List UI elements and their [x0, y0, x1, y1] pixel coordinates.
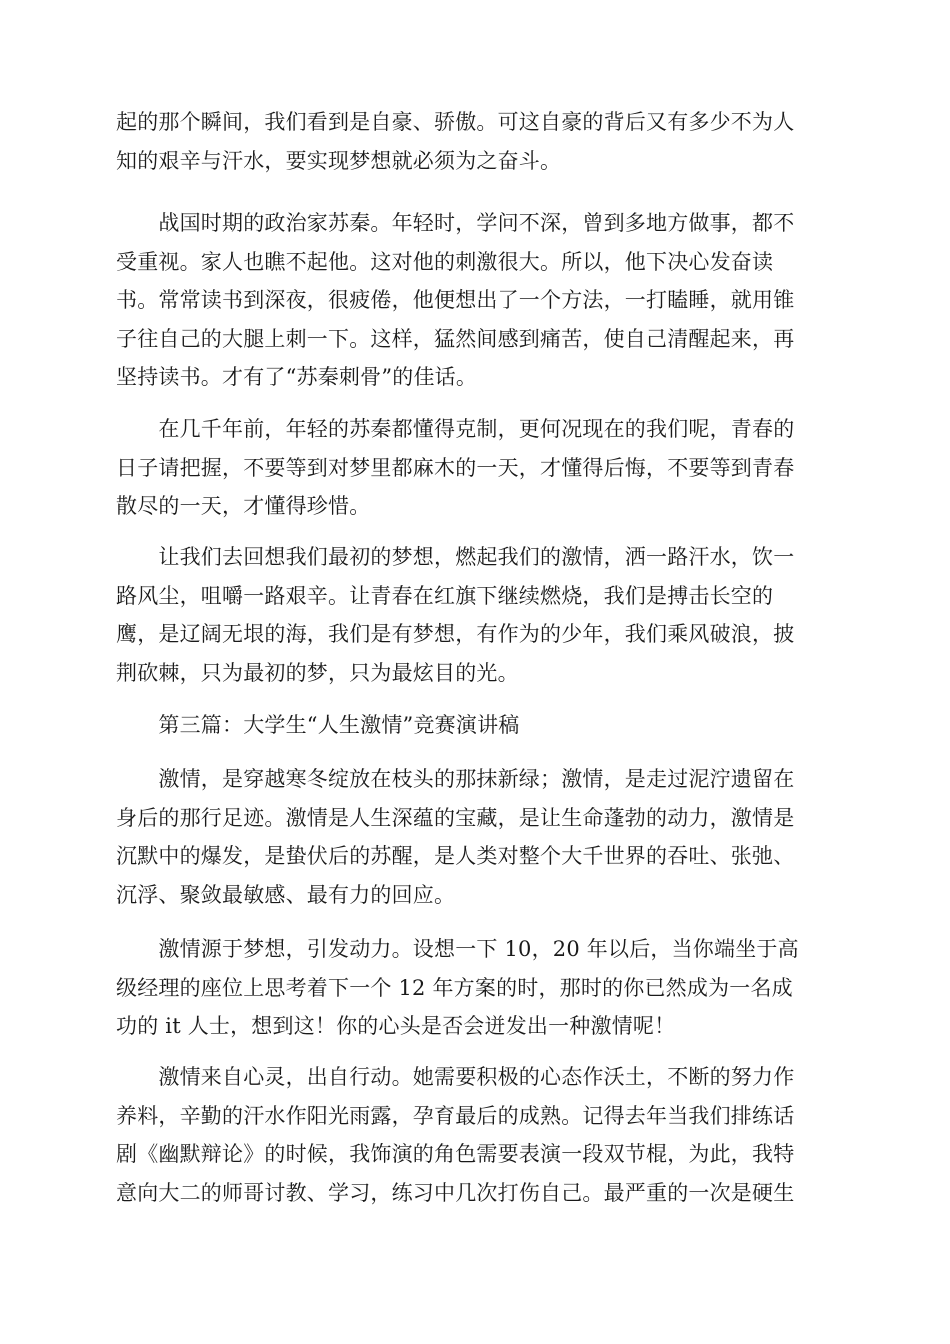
text-line: 级经理的座位上思考着下一个 12 年方案的时，那时的你已然成为一名成	[116, 975, 793, 1000]
text-line: 激情，是穿越寒冬绽放在枝头的那抹新绿；激情，是走过泥泞遗留在	[116, 767, 795, 791]
text-line: 让我们去回想我们最初的梦想，燃起我们的激情，洒一路汗水，饮一	[116, 545, 795, 569]
text-line: 剧《幽默辩论》的时候，我饰演的角色需要表演一段双节棍，为此，我特	[116, 1142, 795, 1167]
text-line: 受重视。家人也瞧不起他。这对他的刺激很大。所以，他下决心发奋读	[116, 249, 774, 274]
text-line: 在几千年前，年轻的苏秦都懂得克制，更何况现在的我们呢，青春的	[116, 417, 795, 441]
text-line: 身后的那行足迹。激情是人生深蕴的宝藏，是让生命蓬勃的动力，激情是	[116, 805, 795, 830]
paragraph-passion-action	[116, 1058, 836, 1212]
text-line: 激情来自心灵，出自行动。她需要积极的心态作沃土，不断的努力作	[116, 1065, 795, 1089]
text-line: 起的那个瞬间，我们看到是自豪、骄傲。可这自豪的背后又有多少不为人	[116, 110, 795, 134]
text-line: 散尽的一天，才懂得珍惜。	[116, 494, 371, 519]
text-line: 路风尘，咀嚼一路艰辛。让青春在红旗下继续燃烧，我们是搏击长空的	[116, 583, 774, 608]
text-line: 沉默中的爆发，是蛰伏后的苏醒，是人类对整个大千世界的吞吐、张弛、	[116, 844, 795, 869]
paragraph-passion-definition	[116, 760, 836, 914]
text-line: 鹰，是辽阔无垠的海，我们是有梦想，有作为的少年，我们乘风破浪，披	[116, 622, 795, 647]
text-line: 功的 it 人士，想到这！你的心头是否会迸发出一种激情呢！	[116, 1014, 676, 1039]
paragraph-passion-source	[116, 930, 836, 1046]
section-heading	[116, 706, 836, 745]
text-line: 战国时期的政治家苏秦。年轻时，学问不深，曾到多地方做事，都不	[116, 211, 795, 235]
paragraph-dream-struggle	[116, 103, 836, 180]
text-line: 沉浮、聚敛最敏感、最有力的回应。	[116, 882, 456, 907]
text-line: 养料，辛勤的汗水作阳光雨露，孕育最后的成熟。记得去年当我们排练话	[116, 1103, 795, 1128]
text-line: 坚持读书。才有了“苏秦刺骨”的佳话。	[116, 365, 478, 390]
paragraph-cherish-youth	[116, 410, 836, 526]
paragraph-recall-dream	[116, 538, 836, 692]
paragraph-su-qin-story	[116, 204, 836, 397]
text-line: 子往自己的大腿上刺一下。这样，猛然间感到痛苦，使自己清醒起来，再	[116, 326, 795, 351]
text-line: 荆砍棘，只为最初的梦，只为最炫目的光。	[116, 660, 519, 685]
text-line: 知的艰辛与汗水，要实现梦想就必须为之奋斗。	[116, 148, 562, 173]
text-line: 意向大二的师哥讨教、学习，练习中几次打伤自己。最严重的一次是硬生	[116, 1180, 795, 1205]
text-line: 书。常常读书到深夜，很疲倦，他便想出了一个方法，一打瞌睡，就用锥	[116, 288, 795, 313]
text-line: 激情源于梦想，引发动力。设想一下 10，20 年以后，当你端坐于高	[116, 937, 799, 961]
text-line: 日子请把握，不要等到对梦里都麻木的一天，才懂得后悔，不要等到青春	[116, 455, 795, 480]
heading-line: 第三篇：大学生“人生激情”竞赛演讲稿	[116, 713, 520, 737]
